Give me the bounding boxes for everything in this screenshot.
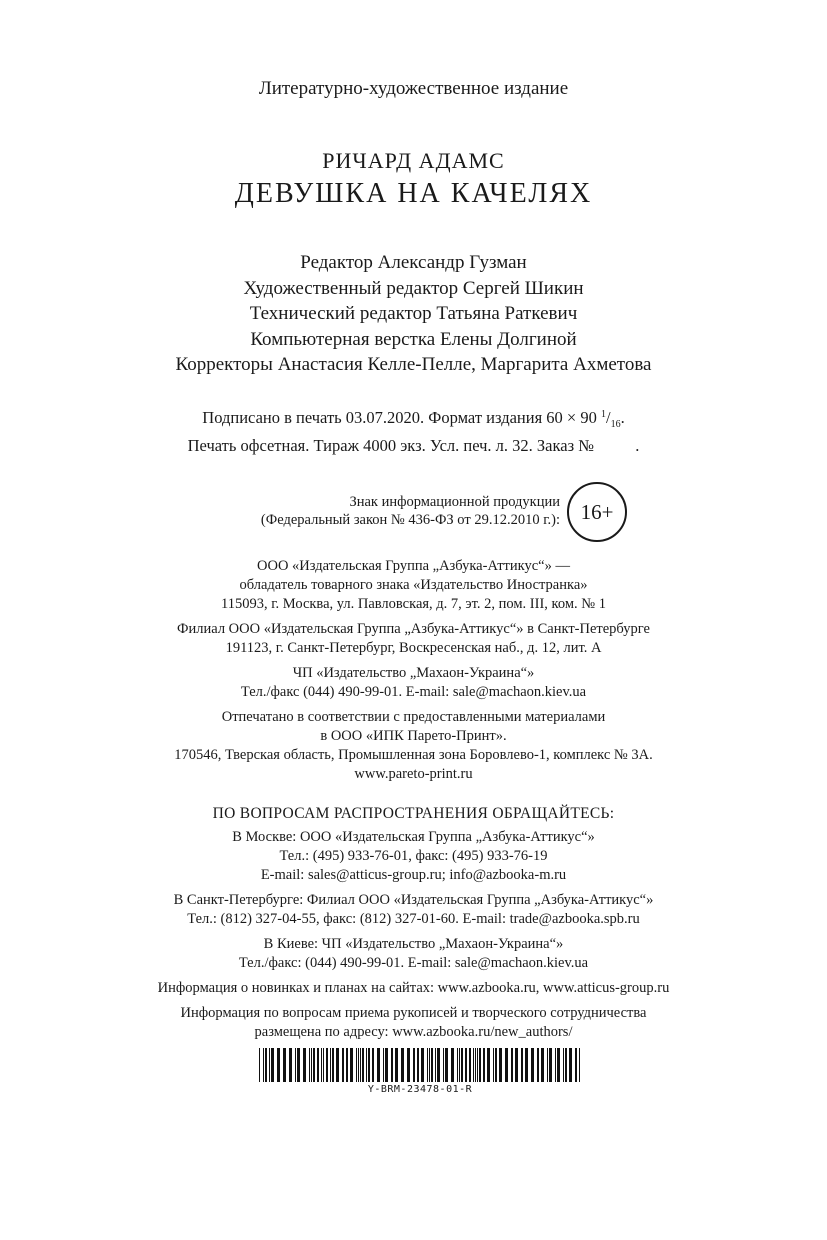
barcode-bar bbox=[547, 1048, 548, 1082]
printer-line: 170546, Тверская область, Промышленная зона Боровлево-1, комплекс № 3А. bbox=[174, 747, 653, 763]
barcode-bar bbox=[377, 1048, 380, 1082]
barcode-bar bbox=[459, 1048, 460, 1082]
barcode-bar bbox=[346, 1048, 348, 1082]
print-info-suffix: . bbox=[620, 408, 625, 427]
barcode-bar bbox=[427, 1048, 428, 1082]
barcode-bar bbox=[505, 1048, 508, 1082]
printer-block bbox=[0, 708, 827, 784]
distribution-line: В Санкт-Петербурге: Филиал ООО «Издательская Группа „Азбука-Аттикус“» bbox=[173, 892, 654, 908]
barcode-bar bbox=[362, 1048, 364, 1082]
publisher-line: Тел./факс (044) 490-99-01. E-mail: sale@machaon.kiev.ua bbox=[240, 684, 587, 700]
series-label: Литературно-художественное издание bbox=[258, 78, 569, 99]
publisher-line: ООО «Издательская Группа „Азбука-Аттикус“» — bbox=[257, 558, 570, 574]
printer-line: Отпечатано в соответствии с предоставленными материалами bbox=[221, 709, 606, 725]
age-rating-block bbox=[0, 492, 827, 542]
barcode-bar bbox=[321, 1048, 322, 1082]
barcode-bar bbox=[395, 1048, 398, 1082]
barcode-bar bbox=[263, 1048, 264, 1082]
barcode-bar bbox=[521, 1048, 523, 1082]
book-title: ДЕВУШКА НА КАЧЕЛЯХ bbox=[234, 178, 593, 209]
barcode-bar bbox=[295, 1048, 296, 1082]
publisher-line: ЧП «Издательство „Махаон-Украина“» bbox=[292, 665, 535, 681]
printer-line: www.pareto-print.ru bbox=[354, 766, 473, 782]
barcode-bar bbox=[515, 1048, 518, 1082]
distribution-line: Тел./факс: (044) 490-99-01. E-mail: sale@machaon.kiev.ua bbox=[238, 955, 589, 971]
barcode-bar bbox=[401, 1048, 404, 1082]
distribution-block bbox=[0, 828, 827, 885]
barcode-bar bbox=[541, 1048, 544, 1082]
publisher-block bbox=[0, 664, 827, 702]
printer-line: в ООО «ИПК Парето-Принт». bbox=[320, 728, 507, 744]
barcode-bar bbox=[457, 1048, 458, 1082]
barcode-bars bbox=[255, 1048, 585, 1084]
barcode-bar bbox=[311, 1048, 312, 1082]
websites-info bbox=[0, 979, 827, 998]
barcode-bar bbox=[407, 1048, 410, 1082]
format-fraction-denominator: 16 bbox=[610, 419, 621, 430]
barcode-bar bbox=[429, 1048, 430, 1082]
barcode-bar bbox=[417, 1048, 419, 1082]
barcode-bar bbox=[350, 1048, 353, 1082]
barcode-bar bbox=[259, 1048, 260, 1082]
publisher-block bbox=[0, 620, 827, 658]
barcode-bar bbox=[461, 1048, 463, 1082]
barcode-bar bbox=[289, 1048, 292, 1082]
barcode-bar bbox=[575, 1048, 577, 1082]
barcode-bar bbox=[283, 1048, 286, 1082]
barcode-bar bbox=[569, 1048, 572, 1082]
distribution-line: Тел.: (495) 933-76-01, факс: (495) 933-76-19 bbox=[279, 848, 548, 864]
barcode-bar bbox=[465, 1048, 467, 1082]
barcode-bar bbox=[323, 1048, 324, 1082]
barcode-bar bbox=[358, 1048, 359, 1082]
credit-line: Редактор Александр Гузман bbox=[300, 252, 527, 273]
barcode-bar bbox=[435, 1048, 436, 1082]
publisher-info bbox=[0, 557, 827, 790]
credit-line: Технический редактор Татьяна Раткевич bbox=[249, 303, 578, 324]
barcode-bar bbox=[445, 1048, 448, 1082]
barcode-bar bbox=[479, 1048, 481, 1082]
print-info-line-1: Подписано в печать 03.07.2020. Формат издания 60 × 90 $^1/_{16}$. bbox=[202, 408, 625, 430]
barcode-bar bbox=[269, 1048, 270, 1082]
barcode-bar bbox=[372, 1048, 374, 1082]
barcode-bar bbox=[330, 1048, 331, 1082]
barcode-bar bbox=[493, 1048, 494, 1082]
age-rating-badge: 16+ bbox=[567, 482, 627, 542]
barcode-bar bbox=[303, 1048, 306, 1082]
print-info-text: Подписано в печать 03.07.2020. Формат издания 60 × 90 bbox=[202, 408, 601, 427]
barcode-bar bbox=[511, 1048, 513, 1082]
barcode-bar bbox=[326, 1048, 328, 1082]
barcode-bar bbox=[421, 1048, 424, 1082]
barcode-bar bbox=[499, 1048, 502, 1082]
age-rating-line-1: Знак информационной продукции bbox=[349, 494, 560, 510]
barcode-bar bbox=[360, 1048, 361, 1082]
barcode-bar bbox=[413, 1048, 415, 1082]
barcode-bar bbox=[525, 1048, 528, 1082]
barcode-bar bbox=[483, 1048, 485, 1082]
author-name: РИЧАРД АДАМС bbox=[322, 148, 505, 173]
distribution-line: размещена по адресу: www.azbooka.ru/new_authors/ bbox=[254, 1024, 573, 1040]
barcode-bar bbox=[477, 1048, 478, 1082]
barcode-bar bbox=[309, 1048, 310, 1082]
barcode-bar bbox=[336, 1048, 339, 1082]
barcode-bar bbox=[557, 1048, 560, 1082]
distribution-block bbox=[0, 891, 827, 929]
credit-line: Художественный редактор Сергей Шикин bbox=[243, 277, 584, 299]
barcode-bar bbox=[431, 1048, 433, 1082]
barcode-bar bbox=[495, 1048, 497, 1082]
distribution-block bbox=[0, 935, 827, 973]
barcode-bar bbox=[366, 1048, 367, 1082]
barcode-bar bbox=[313, 1048, 315, 1082]
barcode-bar bbox=[579, 1048, 580, 1082]
publisher-line: обладатель товарного знака «Издательство Иностранка» bbox=[239, 577, 588, 593]
distribution-line: В Киеве: ЧП «Издательство „Махаон-Украина“» bbox=[263, 936, 564, 952]
publisher-line: 191123, г. Санкт-Петербург, Воскресенская наб., д. 12, лит. А bbox=[225, 640, 602, 656]
publisher-line: Филиал ООО «Издательская Группа „Азбука-Аттикус“» в Санкт-Петербурге bbox=[177, 621, 650, 637]
distribution-line: E-mail: sales@atticus-group.ru; info@azbooka-m.ru bbox=[260, 867, 567, 883]
barcode-bar bbox=[473, 1048, 474, 1082]
credit-line: Компьютерная верстка Елены Долгиной bbox=[250, 328, 577, 350]
publisher-block bbox=[0, 557, 827, 614]
barcode-bar bbox=[332, 1048, 334, 1082]
barcode-bar bbox=[385, 1048, 388, 1082]
barcode-bar bbox=[356, 1048, 357, 1082]
barcode-bar bbox=[342, 1048, 344, 1082]
barcode-bar bbox=[437, 1048, 440, 1082]
barcode-bar bbox=[563, 1048, 564, 1082]
barcode-bar bbox=[451, 1048, 454, 1082]
barcode-bar bbox=[487, 1048, 490, 1082]
barcode-bar bbox=[565, 1048, 567, 1082]
barcode-bar bbox=[549, 1048, 552, 1082]
barcode-bar bbox=[383, 1048, 384, 1082]
distribution-line: Информация о новинках и планах на сайтах: www.azbooka.ru, www.atticus-group.ru bbox=[157, 980, 670, 996]
credits-list bbox=[0, 250, 827, 378]
print-info bbox=[0, 404, 827, 456]
barcode-bar bbox=[537, 1048, 539, 1082]
barcode-bar bbox=[368, 1048, 370, 1082]
authors-info bbox=[0, 1004, 827, 1042]
distribution-info bbox=[0, 828, 827, 1048]
distribution-line: Тел.: (812) 327-04-55, факс: (812) 327-01-60. E-mail: trade@azbooka.spb.ru bbox=[187, 911, 640, 927]
barcode-code: Y-BRM-23478-01-R bbox=[367, 1084, 473, 1095]
publisher-line: 115093, г. Москва, ул. Павловская, д. 7, эт. 2, пом. III, ком. № 1 bbox=[221, 596, 606, 612]
barcode-bar bbox=[317, 1048, 319, 1082]
barcode-bar bbox=[475, 1048, 476, 1082]
distribution-line: В Москве: ООО «Издательская Группа „Азбука-Аттикус“» bbox=[232, 829, 595, 845]
distribution-line: Информация по вопросам приема рукописей и творческого сотрудничества bbox=[180, 1005, 647, 1021]
credit-line: Корректоры Анастасия Келле-Пелле, Маргарита Ахметова bbox=[175, 354, 652, 375]
barcode-bar bbox=[391, 1048, 393, 1082]
barcode-bar bbox=[277, 1048, 280, 1082]
barcode-bar bbox=[271, 1048, 274, 1082]
barcode-bar bbox=[265, 1048, 267, 1082]
barcode-bar bbox=[297, 1048, 300, 1082]
barcode bbox=[255, 1048, 585, 1098]
print-info-line-2: Печать офсетная. Тираж 4000 экз. Усл. печ. л. 32. Заказ № . bbox=[187, 436, 640, 455]
barcode-bar bbox=[443, 1048, 444, 1082]
barcode-bar bbox=[555, 1048, 556, 1082]
distribution-heading: ПО ВОПРОСАМ РАСПРОСТРАНЕНИЯ ОБРАЩАЙТЕСЬ: bbox=[212, 805, 615, 822]
format-fraction-numerator: 1 bbox=[600, 409, 606, 420]
barcode-bar bbox=[531, 1048, 534, 1082]
age-rating-line-2: (Федеральный закон № 436-ФЗ от 29.12.2010 г.): bbox=[260, 512, 560, 528]
barcode-bar bbox=[469, 1048, 471, 1082]
age-rating-text bbox=[200, 493, 560, 529]
